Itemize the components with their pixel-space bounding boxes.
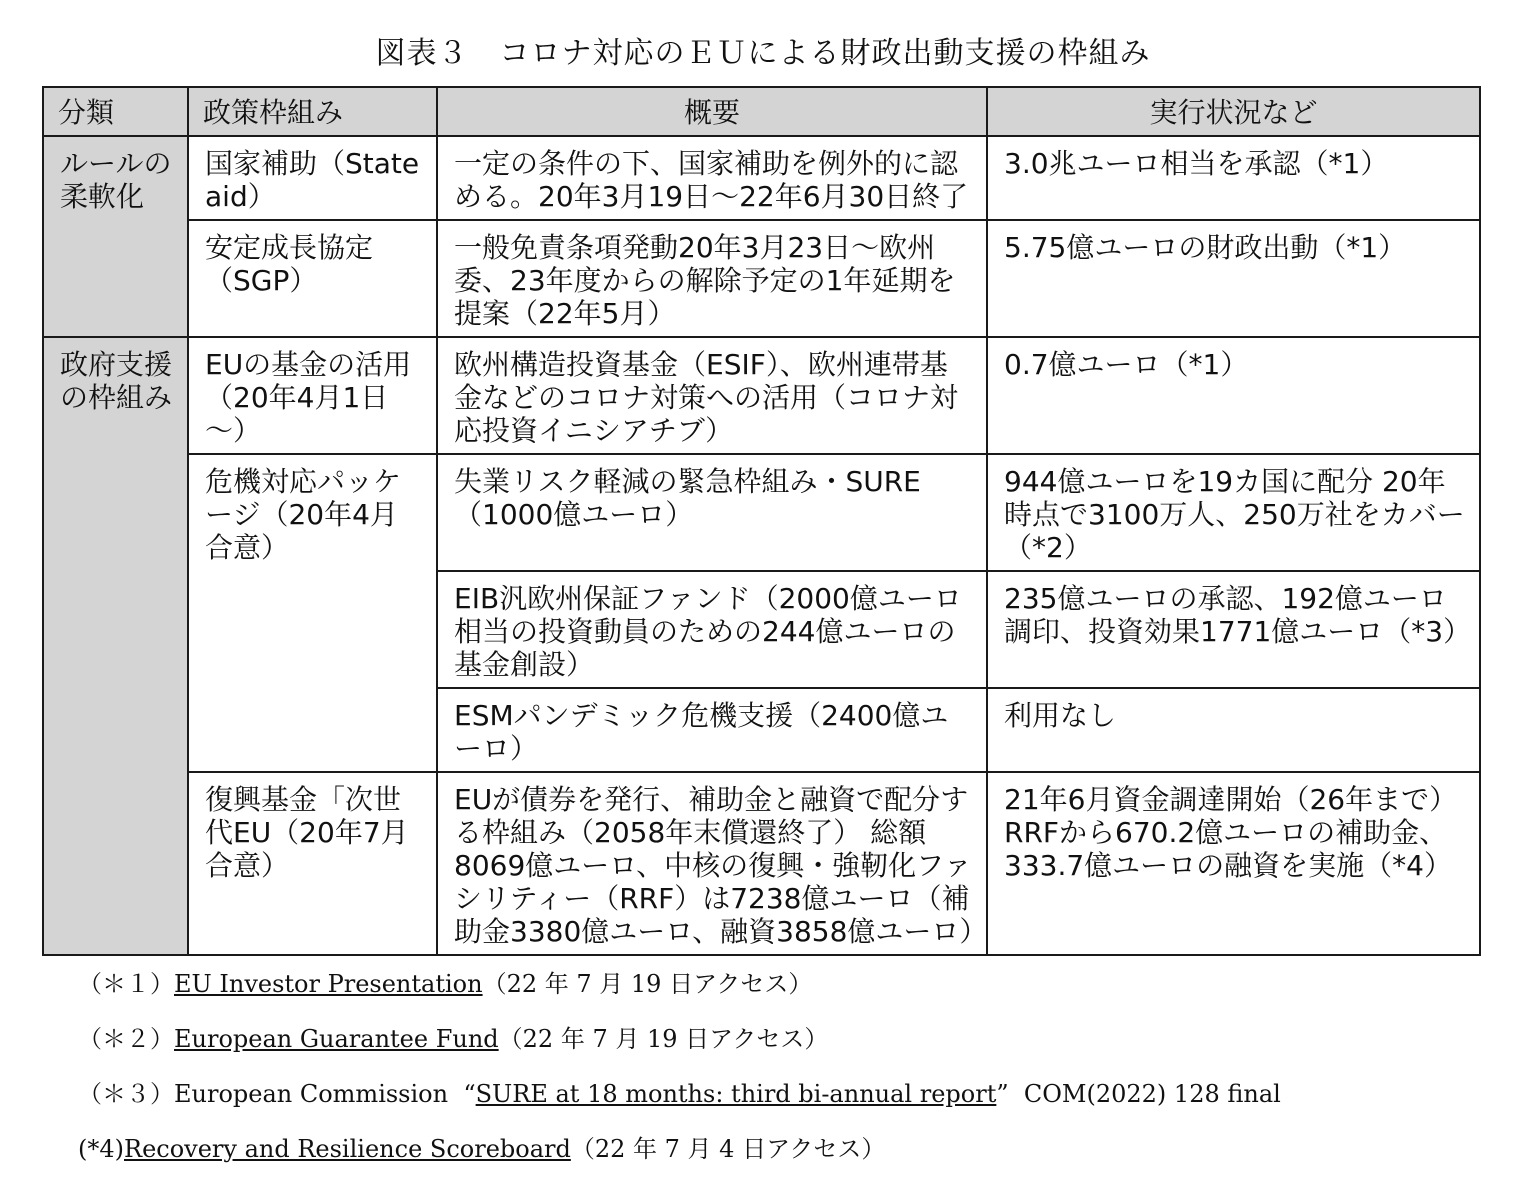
footnote-link[interactable]: Recovery and Resilience Scoreboard xyxy=(124,1135,571,1163)
status-cell: 5.75億ユーロの財政出動（*1） xyxy=(987,220,1480,337)
footnote-mark: （＊２） xyxy=(78,1025,174,1053)
footnote xyxy=(78,1076,1281,1131)
category-cell: ルールの柔軟化 xyxy=(43,136,188,337)
footnote-link[interactable]: European Guarantee Fund xyxy=(174,1025,499,1053)
header-status: 実行状況など xyxy=(987,87,1480,136)
footnote xyxy=(78,1131,1281,1186)
footnote xyxy=(78,966,1281,1021)
header-summary: 概要 xyxy=(437,87,987,136)
footnote xyxy=(78,1021,1281,1076)
footnote-text: ” COM(2022) 128 final xyxy=(996,1080,1281,1108)
footnote-link[interactable]: EU Investor Presentation xyxy=(174,970,483,998)
policy-cell: 国家補助（State aid） xyxy=(188,136,437,220)
status-cell: 235億ユーロの承認、192億ユーロ調印、投資効果1771億ユーロ（*3） xyxy=(987,571,1480,688)
footnote-link[interactable]: SURE at 18 months: third bi-annual report xyxy=(475,1080,997,1108)
category-cell: 政府支援の枠組み xyxy=(43,337,188,955)
policy-cell: EUの基金の活用（20年4月1日～） xyxy=(188,337,437,454)
footnote-text: （22 年 7 月 19 日アクセス） xyxy=(498,1025,829,1053)
table-row xyxy=(43,136,1480,220)
footnote-text: （22 年 7 月 4 日アクセス） xyxy=(570,1135,886,1163)
table-header-row xyxy=(43,87,1480,136)
status-cell: 3.0兆ユーロ相当を承認（*1） xyxy=(987,136,1480,220)
policy-cell: 復興基金「次世代EU（20年7月合意） xyxy=(188,772,437,955)
status-cell: 0.7億ユーロ（*1） xyxy=(987,337,1480,454)
header-policy: 政策枠組み xyxy=(188,87,437,136)
footnote-mark: （＊１） xyxy=(78,970,174,998)
table-row xyxy=(43,337,1480,454)
policy-cell: 危機対応パッケージ（20年4月合意） xyxy=(188,454,437,772)
header-category: 分類 xyxy=(43,87,188,136)
footnote-mark: (*4) xyxy=(78,1135,124,1163)
summary-cell: EIB汎欧州保証ファンド（2000億ユーロ相当の投資動員のための244億ユーロの基金創設） xyxy=(437,571,987,688)
policy-cell: 安定成長協定（SGP） xyxy=(188,220,437,337)
footnote-text: （22 年 7 月 19 日アクセス） xyxy=(482,970,813,998)
summary-cell: 欧州構造投資基金（ESIF）、欧州連帯基金などのコロナ対策への活用（コロナ対応投資イニシアチブ） xyxy=(437,337,987,454)
status-cell: 21年6月資金調達開始（26年まで） RRFから670.2億ユーロの補助金、333.7億ユーロの融資を実施（*4） xyxy=(987,772,1480,955)
status-cell: 利用なし xyxy=(987,688,1480,772)
footnotes xyxy=(78,966,1281,1186)
footnote-text: European Commission “ xyxy=(174,1080,476,1108)
summary-cell: 失業リスク軽減の緊急枠組み・SURE（1000億ユーロ） xyxy=(437,454,987,571)
table-row xyxy=(43,772,1480,955)
summary-cell: ESMパンデミック危機支援（2400億ユーロ） xyxy=(437,688,987,772)
figure-title: 図表３ コロナ対応のＥＵによる財政出動支援の枠組み xyxy=(375,36,1151,71)
eu-support-table xyxy=(42,86,1481,956)
table-row xyxy=(43,220,1480,337)
footnote-mark: （＊３） xyxy=(78,1080,174,1108)
status-cell: 944億ユーロを19カ国に配分 20年時点で3100万人、250万社をカバー（*2） xyxy=(987,454,1480,571)
summary-cell: 一般免責条項発動20年3月23日～欧州委、23年度からの解除予定の1年延期を提案（22年5月） xyxy=(437,220,987,337)
summary-cell: EUが債券を発行、補助金と融資で配分する枠組み（2058年末償還終了） 総額8069億ユーロ、中核の復興・強靭化ファシリティー（RRF）は7238億ユーロ（補助金3380億ユーロ、融資3858億ユーロ） xyxy=(437,772,987,955)
table-row xyxy=(43,454,1480,571)
summary-cell: 一定の条件の下、国家補助を例外的に認める。20年3月19日～22年6月30日終了 xyxy=(437,136,987,220)
